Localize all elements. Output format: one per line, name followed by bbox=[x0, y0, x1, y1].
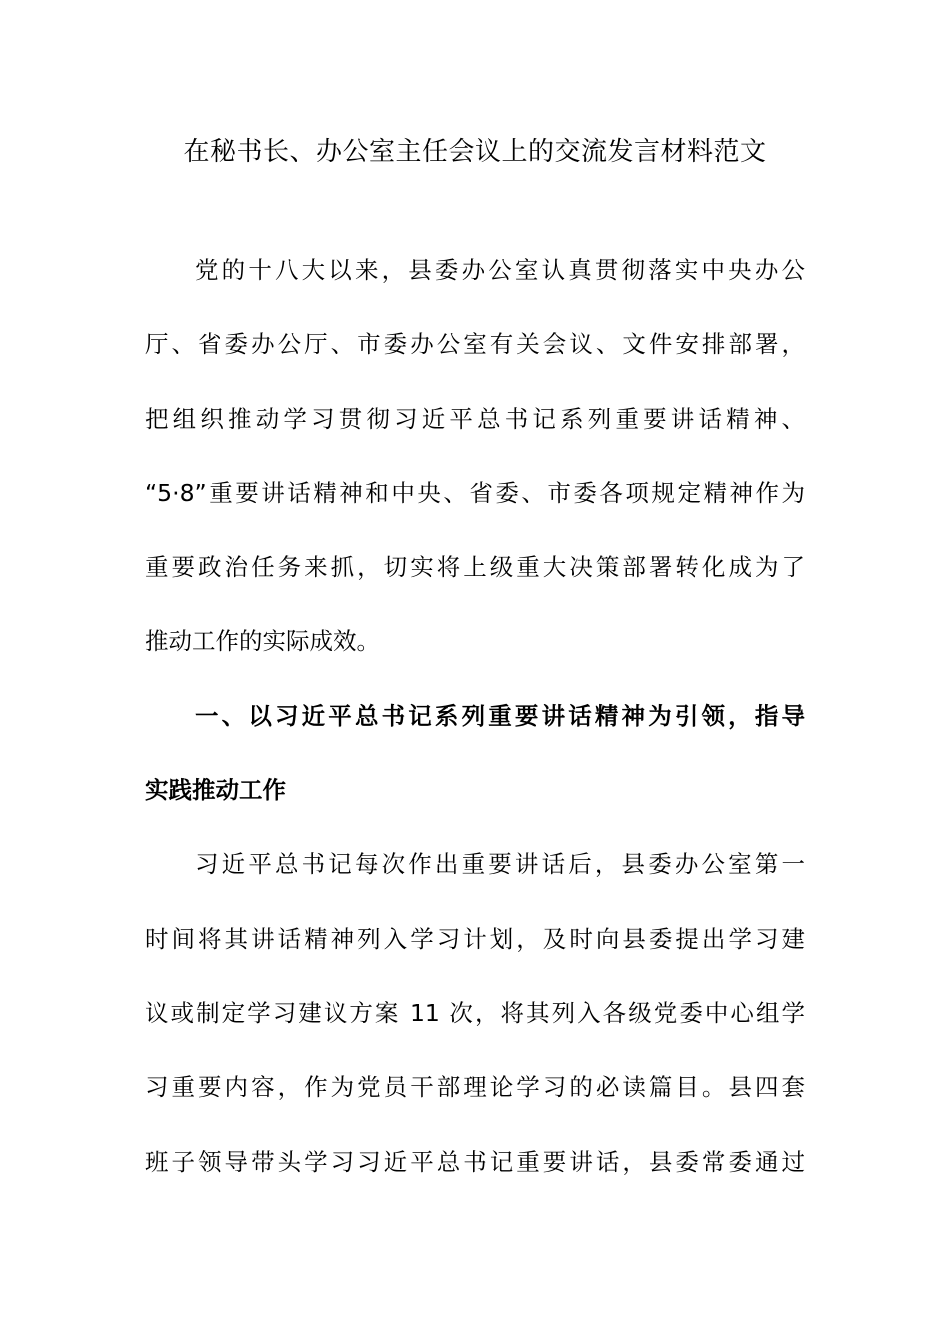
paragraph-1-line-5: 重要政治任务来抓，切实将上级重大决策部署转化成为了 bbox=[145, 553, 805, 582]
section-heading-1-line-2: 实践推动工作 bbox=[145, 776, 286, 805]
paragraph-1-line-1: 党的十八大以来，县委办公室认真贯彻落实中央办公 bbox=[195, 256, 805, 284]
paragraph-1-line-3: 把组织推动学习贯彻习近平总书记系列重要讲话精神、 bbox=[145, 404, 805, 433]
paragraph-1-line-4: “5·8”重要讲话精神和中央、省委、市委各项规定精神作为 bbox=[145, 478, 805, 507]
paragraph-2-line-4: 习重要内容，作为党员干部理论学习的必读篇目。县四套 bbox=[145, 1073, 805, 1102]
section-heading-1-line-1: 一、以习近平总书记系列重要讲话精神为引领，指导 bbox=[195, 701, 805, 730]
document-title: 在秘书长、办公室主任会议上的交流发言材料范文 bbox=[183, 137, 767, 167]
paragraph-1-line-6: 推动工作的实际成效。 bbox=[145, 627, 380, 656]
paragraph-2-line-5: 班子领导带头学习习近平总书记重要讲话，县委常委通过 bbox=[145, 1147, 805, 1176]
document-body bbox=[145, 233, 805, 1199]
paragraph-1-line-2: 厅、省委办公厅、市委办公室有关会议、文件安排部署， bbox=[145, 330, 805, 359]
paragraph-2-line-3: 议或制定学习建议方案 11 次，将其列入各级党委中心组学 bbox=[145, 998, 805, 1027]
paragraph-2-line-2: 时间将其讲话精神列入学习计划，及时向县委提出学习建 bbox=[145, 924, 805, 953]
paragraph-2-line-1: 习近平总书记每次作出重要讲话后，县委办公室第一 bbox=[195, 850, 805, 879]
